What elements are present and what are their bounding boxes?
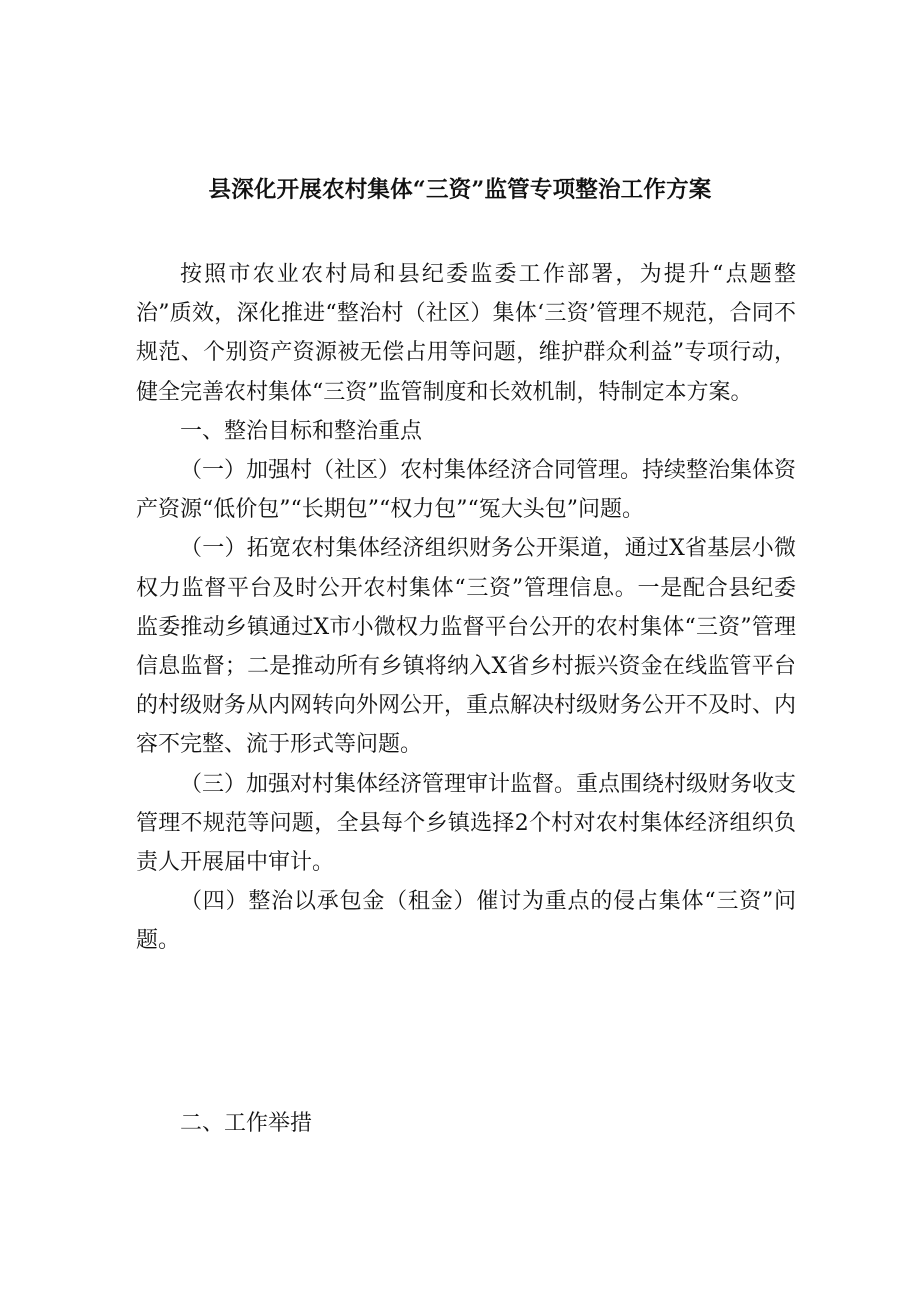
section-heading-2: 二、工作举措 [180,1111,313,1136]
document-title: 县深化开展农村集体“三资”监管专项整治工作方案 [208,177,712,203]
intro-paragraph: 按照市农业农村局和县纪委监委工作部署，为提升“点题整治”质效，深化推进“整治村（社区）集体‘三资’管理不规范，合同不规范、个别资产资源被无偿占用等问题，维护群众利益”专项行动，健全完善农村集体“三资”监管制度和长效机制，特制定本方案。 [136,262,796,405]
document-body [136,255,796,961]
section-heading-1: 一、整治目标和整治重点 [180,418,423,444]
item-paragraph-2: （一）拓宽农村集体经济组织财务公开渠道，通过X省基层小微权力监督平台及时公开农村集体“三资”管理信息。一是配合县纪委监委推动乡镇通过X市小微权力监督平台公开的农村集体“三资”管理信息监督；二是推动所有乡镇将纳入X省乡村振兴资金在线监管平台的村级财务从内网转向外网公开，重点解决村级财务公开不及时、内容不完整、流于形式等问题。 [136,536,797,758]
item-paragraph-3: （三）加强对村集体经济管理审计监督。重点围绕村级财务收支管理不规范等问题，全县每个乡镇选择2个村对农村集体经济组织负责人开展届中审计。 [136,771,797,876]
item-paragraph-4: （四）整治以承包金（租金）催讨为重点的侵占集体“三资”问题。 [136,889,796,954]
item-paragraph-1: （一）加强村（社区）农村集体经济合同管理。持续整治集体资产资源“低价包”“长期包”“权力包”“冤大头包”问题。 [136,458,797,523]
